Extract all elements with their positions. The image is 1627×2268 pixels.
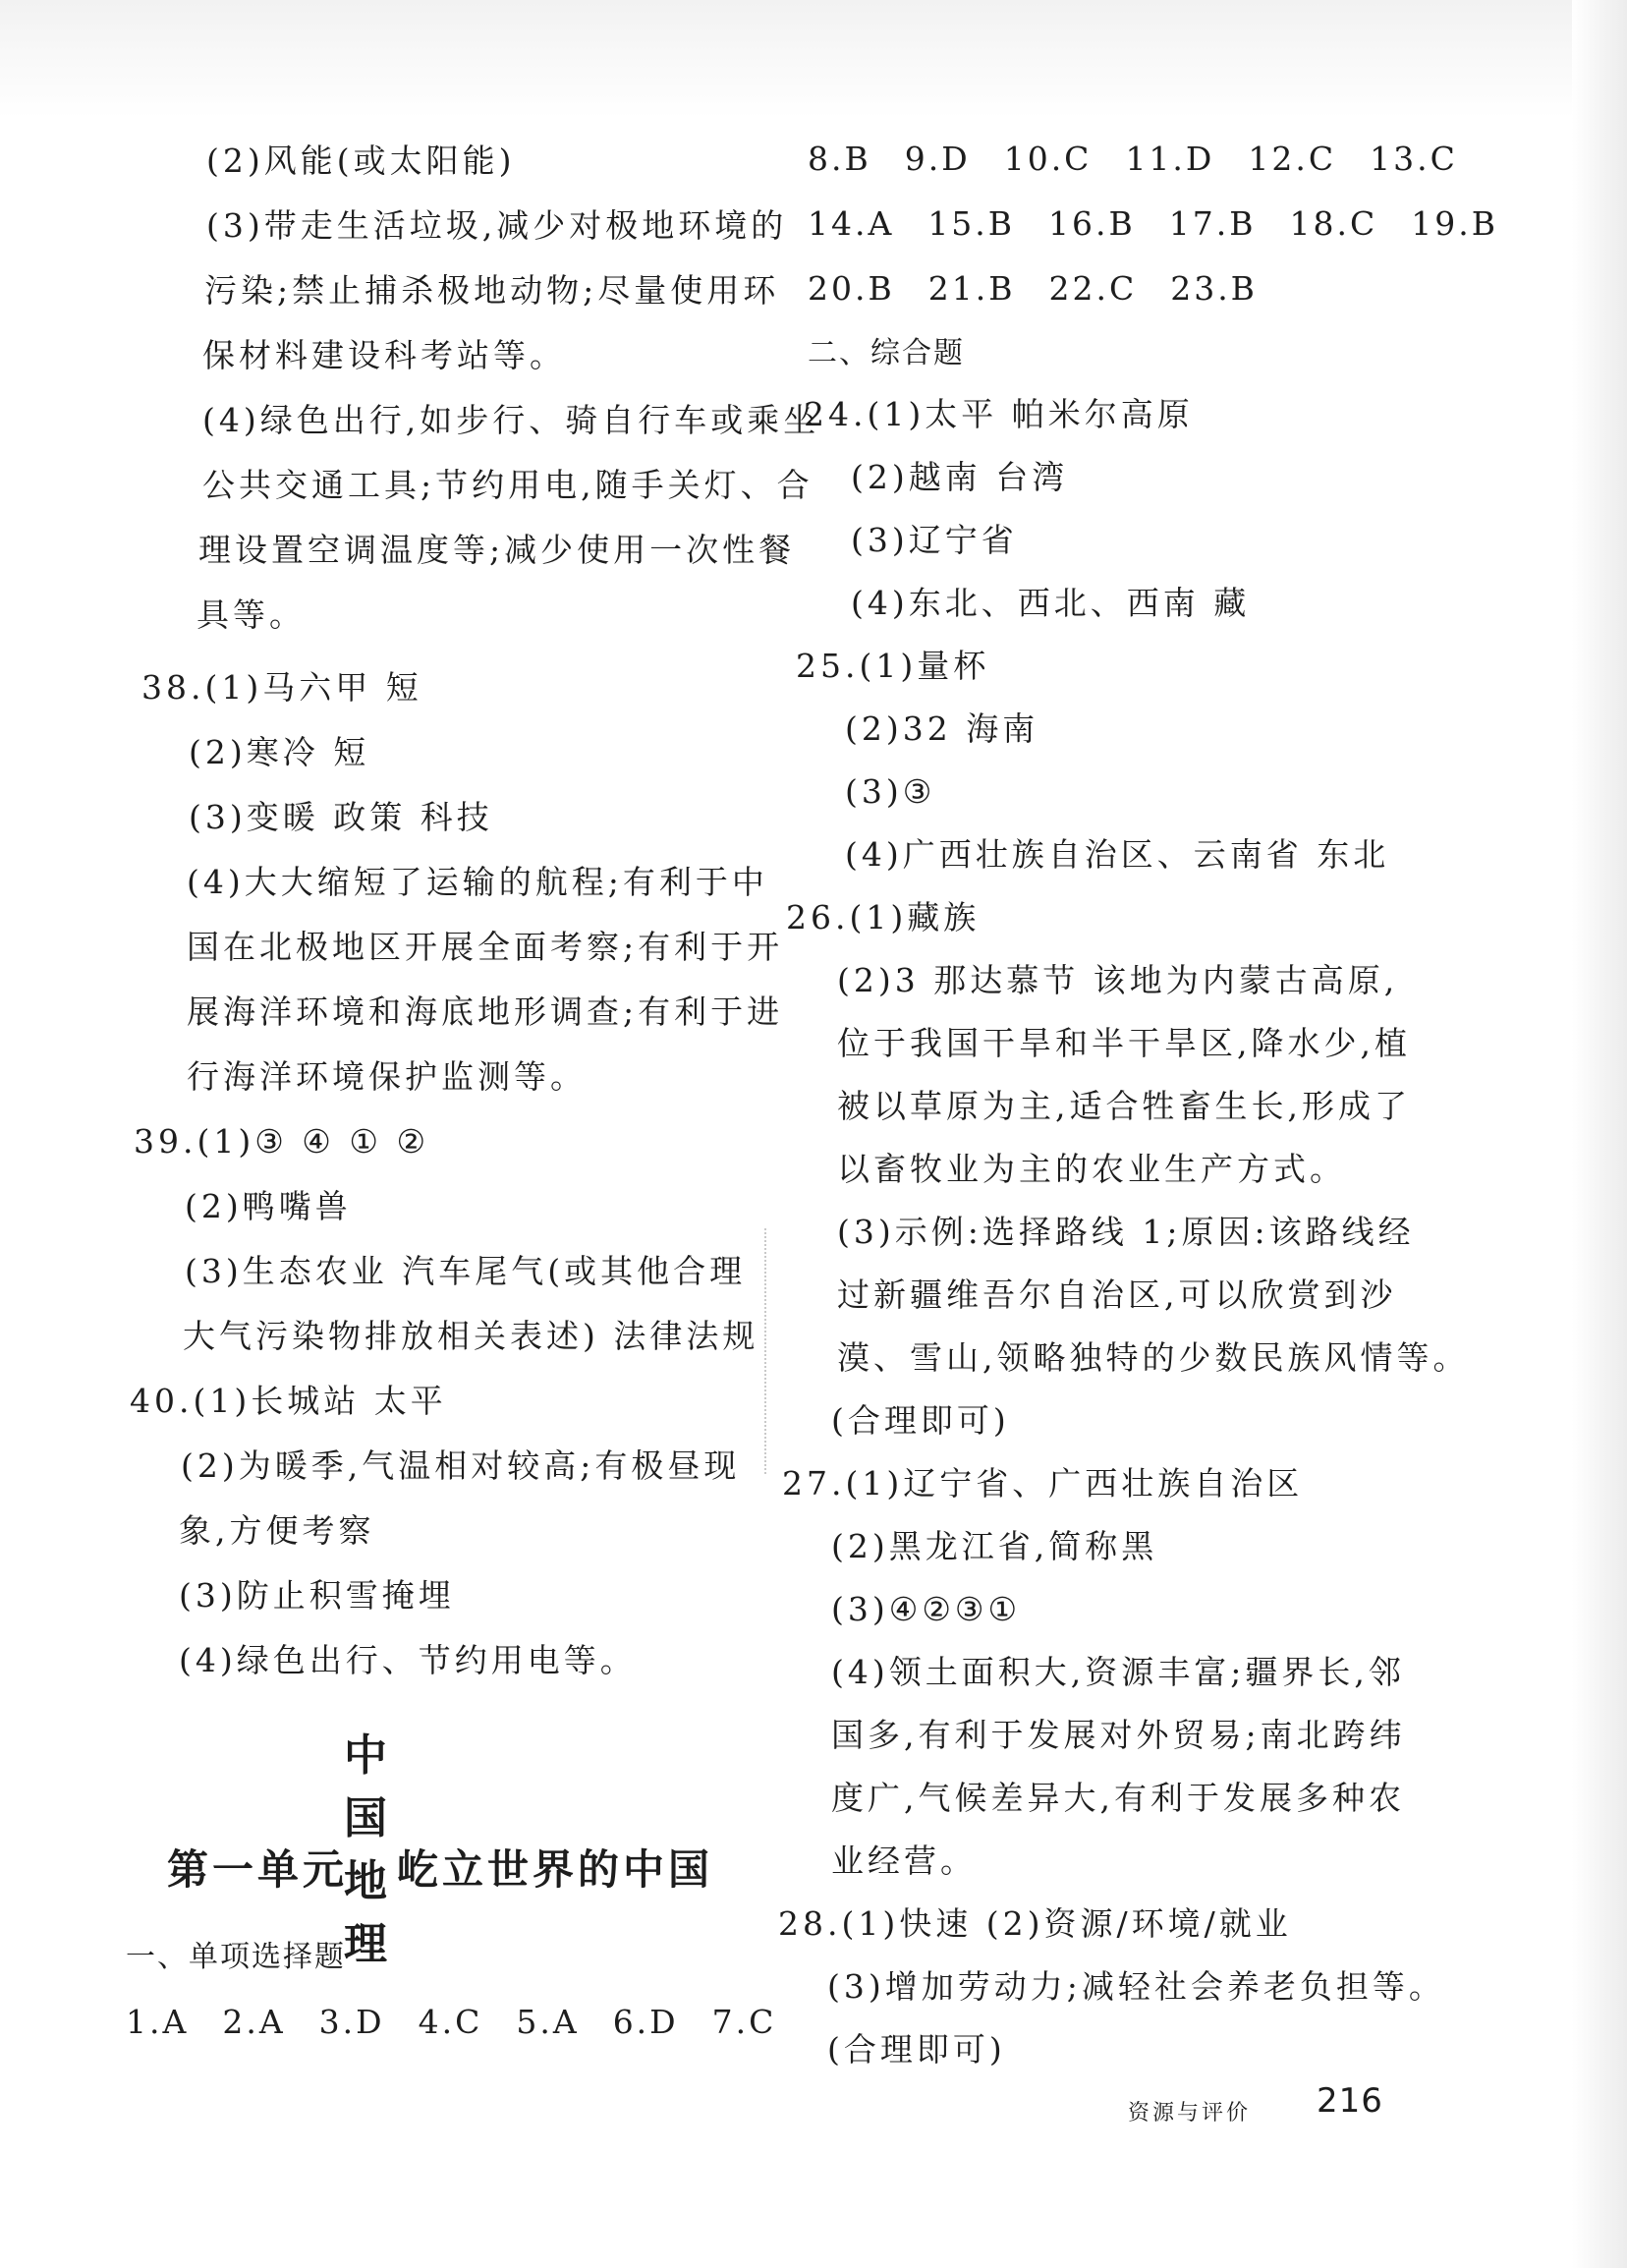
- unit-title: 屹立世界的中国: [397, 1845, 714, 1894]
- answer-line: (4)广西壮族自治区、云南省 东北: [845, 835, 1390, 874]
- answer-line: (合理即可): [827, 2030, 1006, 2069]
- answer-line: 国多,有利于发展对外贸易;南北跨纬: [831, 1716, 1406, 1754]
- mc-answer: 19.B: [1411, 204, 1498, 243]
- mc-answer: 5.A: [516, 2003, 580, 2041]
- scan-top-shading: [0, 0, 1572, 118]
- section-heading: 一、单项选择题: [126, 1940, 346, 1974]
- mc-answer: 2.A: [222, 2003, 286, 2041]
- answer-line: 行海洋环境保护监测等。: [187, 1057, 587, 1096]
- mc-answer: 20.B: [808, 269, 895, 308]
- page-edge-shadow: [1572, 0, 1627, 2268]
- mc-answer: 16.B: [1048, 204, 1136, 243]
- answer-line: (4)大大缩短了运输的航程;有利于中: [187, 863, 768, 901]
- question-26-line: 26.(1)藏族: [786, 898, 981, 936]
- answer-line: 位于我国干旱和半干旱区,降水少,植: [837, 1024, 1411, 1062]
- mc-answer: 1.A: [126, 2003, 190, 2041]
- mc-answer-row: [808, 140, 1458, 179]
- answer-line: 度广,气候差异大,有利于发展多种农: [831, 1779, 1405, 1817]
- mc-answer: 12.C: [1248, 140, 1337, 178]
- mc-answer: 4.C: [418, 2003, 483, 2041]
- question-27-line: 27.(1)辽宁省、广西壮族自治区: [782, 1464, 1304, 1503]
- answer-line: (4)绿色出行、节约用电等。: [179, 1641, 637, 1679]
- answer-line: 被以草原为主,适合牲畜生长,形成了: [837, 1087, 1411, 1125]
- section-heading: 二、综合题: [808, 336, 965, 370]
- mc-answer: 17.B: [1168, 204, 1257, 243]
- mc-answer: 3.D: [318, 2003, 385, 2041]
- answer-line: (2)风能(或太阳能): [206, 142, 516, 180]
- answer-line: (2)黑龙江省,简称黑: [831, 1527, 1158, 1565]
- question-25-line: 25.(1)量杯: [796, 647, 990, 685]
- answer-line: (2)为暖季,气温相对较高;有极昼现: [181, 1446, 741, 1485]
- answer-line: (3)防止积雪掩埋: [179, 1576, 455, 1615]
- answer-line: 具等。: [196, 595, 306, 634]
- question-40-line: 40.(1)长城站 太平: [130, 1382, 447, 1420]
- answer-line: (3)③: [845, 772, 936, 811]
- unit-number: 第一单元: [167, 1845, 349, 1894]
- answer-line: 保材料建设科考站等。: [202, 336, 566, 374]
- mc-answer: 7.C: [711, 2003, 777, 2041]
- answer-line: (2)越南 台湾: [851, 458, 1069, 496]
- answer-line: (2)32 海南: [845, 709, 1039, 748]
- mc-answer-row: [808, 204, 1498, 244]
- answer-line: 漠、雪山,领略独特的少数民族风情等。: [837, 1338, 1470, 1377]
- question-24-line: 24.(1)太平 帕米尔高原: [804, 395, 1194, 433]
- mc-answer: 22.C: [1048, 269, 1138, 308]
- answer-line: 国在北极地区开展全面考察;有利于开: [187, 928, 784, 966]
- column-divider: [764, 1228, 766, 1474]
- answer-line: (3)增加劳动力;减轻社会养老负担等。: [827, 1967, 1445, 2006]
- answer-line: (4)绿色出行,如步行、骑自行车或乘坐: [202, 401, 820, 439]
- mc-answer: 14.A: [808, 204, 895, 243]
- mc-answer: 18.C: [1289, 204, 1378, 243]
- answer-line: (4)领土面积大,资源丰富;疆界长,邻: [831, 1653, 1405, 1691]
- answer-line: (3)④②③①: [831, 1590, 1022, 1628]
- mc-answer: 23.B: [1170, 269, 1258, 308]
- page-number: 216: [1317, 2081, 1383, 2121]
- answer-line: 过新疆维吾尔自治区,可以欣赏到沙: [837, 1276, 1397, 1314]
- mc-answer-row: [808, 269, 1258, 309]
- question-28-line: 28.(1)快速 (2)资源/环境/就业: [778, 1904, 1292, 1943]
- answer-line: (2)3 那达慕节 该地为内蒙古高原,: [837, 961, 1399, 999]
- answer-line: 展海洋环境和海底地形调查;有利于进: [187, 992, 784, 1031]
- mc-answer: 15.B: [927, 204, 1016, 243]
- mc-answer: 21.B: [927, 269, 1016, 308]
- answer-line: (3)变暖 政策 科技: [189, 798, 493, 836]
- mc-answer-row: [126, 2003, 776, 2042]
- answer-line: (3)带走生活垃圾,减少对极地环境的: [206, 206, 788, 245]
- answer-line: (3)示例:选择路线 1;原因:该路线经: [837, 1213, 1415, 1251]
- mc-answer: 10.C: [1003, 140, 1093, 178]
- answer-line: (2)寒冷 短: [189, 733, 370, 771]
- answer-line: (3)辽宁省: [851, 521, 1018, 559]
- answer-line: (4)东北、西北、西南 藏: [851, 584, 1251, 622]
- answer-line: 象,方便考察: [179, 1511, 375, 1550]
- mc-answer: 13.C: [1370, 140, 1458, 178]
- footer-book-title: 资源与评价: [1128, 2101, 1252, 2126]
- answer-line: (合理即可): [831, 1401, 1010, 1440]
- mc-answer: 11.D: [1125, 140, 1215, 178]
- answer-line: (3)生态农业 汽车尾气(或其他合理: [185, 1252, 747, 1290]
- unit-heading: [167, 1838, 713, 1897]
- answer-line: 理设置空调温度等;减少使用一次性餐: [198, 531, 796, 569]
- question-38-line: 38.(1)马六甲 短: [141, 668, 422, 707]
- part-heading: 中国地理: [344, 1730, 391, 1969]
- question-39-line: 39.(1)③ ④ ① ②: [134, 1122, 430, 1161]
- mc-answer: 8.B: [808, 140, 871, 178]
- answer-line: 以畜牧业为主的农业生产方式。: [837, 1150, 1346, 1188]
- answer-line: 业经营。: [831, 1842, 977, 1880]
- mc-answer: 6.D: [612, 2003, 679, 2041]
- answer-line: 大气污染物排放相关表述) 法律法规: [183, 1317, 759, 1355]
- answer-line: (2)鸭嘴兽: [185, 1187, 352, 1225]
- answer-line: 公共交通工具;节约用电,随手关灯、合: [202, 466, 814, 504]
- mc-answer: 9.D: [904, 140, 971, 178]
- answer-line: 污染;禁止捕杀极地动物;尽量使用环: [204, 271, 780, 310]
